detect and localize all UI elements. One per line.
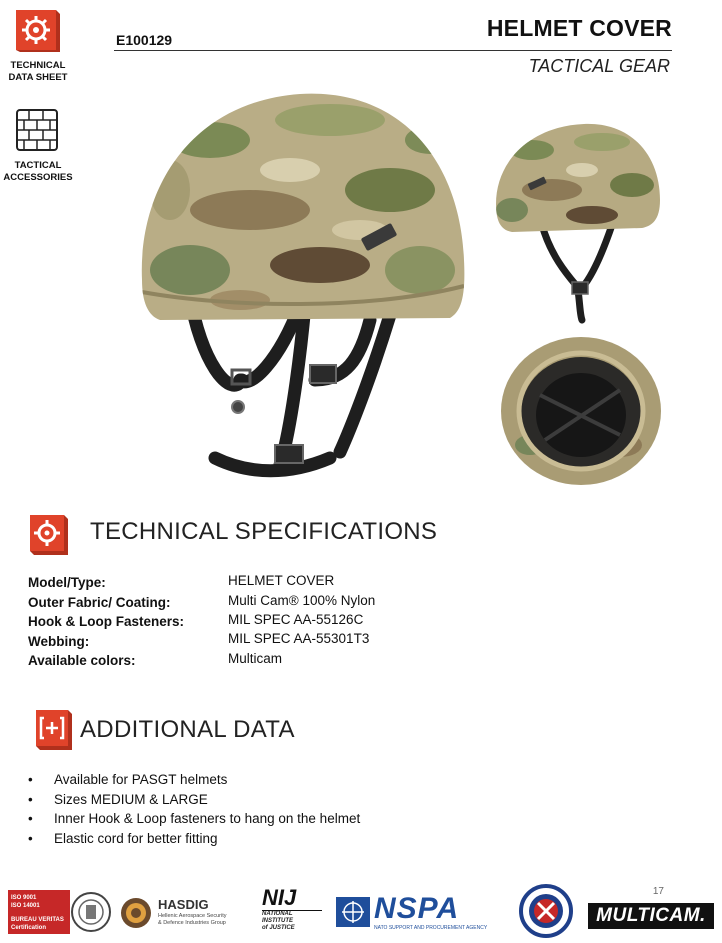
brick-wall-icon[interactable] bbox=[14, 108, 60, 152]
list-item: • Available for PASGT helmets bbox=[28, 770, 360, 790]
page-number: 17 bbox=[652, 886, 664, 897]
list-item: • Sizes MEDIUM & LARGE bbox=[28, 790, 360, 810]
spec-label-fasteners: Hook & Loop Fasteners: bbox=[28, 614, 185, 629]
spec-label-colors: Available colors: bbox=[28, 653, 136, 668]
nspa-logo: NSPA NATO SUPPORT AND PROCUREMENT AGENCY bbox=[336, 895, 508, 933]
multicam-logo: MULTICAM. bbox=[588, 903, 714, 929]
spec-value-colors: Multicam bbox=[228, 651, 283, 666]
hasdig-logo: HASDIG Hellenic Aerospace Security & Defence Industries Group bbox=[120, 895, 245, 931]
list-item: • Elastic cord for better fitting bbox=[28, 829, 360, 849]
additional-data-title: ADDITIONAL DATA bbox=[80, 716, 295, 743]
sidebar-label-tactical-accessories[interactable]: TACTICAL ACCESSORIES bbox=[3, 160, 73, 183]
product-code: E100129 bbox=[116, 32, 173, 48]
list-item: • Inner Hook & Loop fasteners to hang on the helmet bbox=[28, 809, 360, 829]
spec-label-fabric: Outer Fabric/ Coating: bbox=[28, 595, 171, 610]
spec-value-webbing: MIL SPEC AA-55301T3 bbox=[228, 631, 370, 646]
plus-bracket-icon bbox=[34, 708, 72, 750]
additional-data-list bbox=[28, 770, 360, 848]
sidebar-label-technical-data-sheet[interactable]: TECHNICAL DATA SHEET bbox=[8, 60, 68, 83]
specs-gear-icon bbox=[28, 513, 68, 555]
spec-value-model: HELMET COVER bbox=[228, 573, 335, 588]
spec-label-model: Model/Type: bbox=[28, 575, 106, 590]
ministry-seal-logo bbox=[518, 884, 574, 938]
helmet-main-image bbox=[130, 80, 480, 492]
helmet-side-image bbox=[492, 120, 664, 325]
spec-value-fasteners: MIL SPEC AA-55126C bbox=[228, 612, 364, 627]
helmet-inside-image bbox=[500, 335, 662, 487]
page-subtitle: TACTICAL GEAR bbox=[528, 56, 670, 76]
tech-specs-title: TECHNICAL SPECIFICATIONS bbox=[90, 518, 438, 545]
nij-logo: NIJ NATIONAL INSTITUTE of JUSTICE bbox=[262, 886, 322, 936]
page-title: HELMET COVER bbox=[486, 15, 672, 41]
technical-data-sheet-icon[interactable] bbox=[14, 8, 60, 52]
spec-label-webbing: Webbing: bbox=[28, 634, 90, 649]
header-divider bbox=[114, 50, 672, 51]
spec-value-fabric: Multi Cam® 100% Nylon bbox=[228, 593, 376, 608]
bureau-veritas-logo: ISO 9001 ISO 14001 BUREAU VERITAS Certification bbox=[8, 890, 112, 934]
